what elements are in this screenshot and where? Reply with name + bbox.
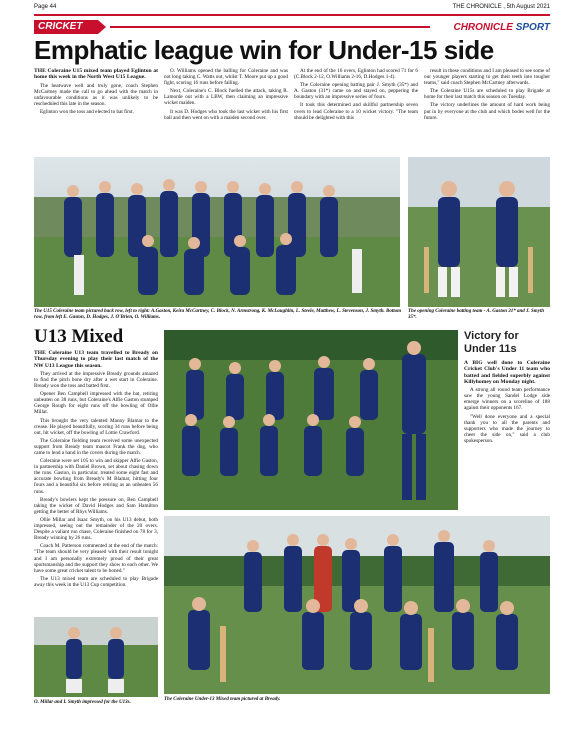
u13-pair-photo xyxy=(34,617,158,697)
section-tag: CRICKET xyxy=(34,20,98,34)
u13-para: Coleraine were set 105 to win and skipper Alfie Gaston, in partnership with Daniel Brown, set about chasing down the runs. Gaston, in particular, treated some eight fast and accurate bowling from Bready's M Blamar, hitting four fours and a beautiful six before retiring as an unbeaten 56 runs. xyxy=(34,458,158,495)
u15-para: The heatwave well and truly gone, coach Stephen McCartney made the call to go ahead with the match in unfavourable conditions as it was unlikely to be rescheduled this late in the season. xyxy=(34,82,158,107)
u11-para: "Well done everyone and a special thank you to all the parents and supporters who made the journey to cheer the side on," said a club spokesperson. xyxy=(464,413,550,444)
opening-pair-photo xyxy=(408,157,550,307)
u15-para: O. Williams opened the balling for Coleraine and was not long taking C. Watts out, whilst T. Moore put up a good fight, scoring 16 runs before falling. xyxy=(164,68,288,87)
u13-team-photo xyxy=(164,516,550,694)
u15-team-photo-image xyxy=(34,157,400,307)
page-headline: Emphatic league win for Under-15 side xyxy=(34,35,494,65)
header-rule xyxy=(34,14,550,16)
u15-para: It was D. Hodges who took the last wicket with his first ball and then went on with a maiden second over. xyxy=(164,108,288,121)
paper-date: THE CHRONICLE , 5th August 2021 xyxy=(452,4,550,10)
u13-para: They arrived at the impressive Bready grounds amazed to find the pitch bone dry after a wet start in Coleraine. Bready won the toss and batted first. xyxy=(34,370,158,390)
u11-para: A strong all round team performance saw the young Sandel Lodge side emerge winners on a scoreline of 188 against their opponents 167. xyxy=(464,387,550,412)
page-number: Page 44 xyxy=(34,4,57,10)
chronicle-sport-brand xyxy=(453,22,550,33)
u15-para: Eglinton won the toss and elected to bat first. xyxy=(40,108,134,115)
u15-para: At the end of the 16 overs, Eglinton had scored 71 for 6 (C.Block 2-12, O.Williams 2-16, D.Hodges 1-4). xyxy=(294,68,418,81)
opening-pair-image xyxy=(408,157,550,307)
u13-story xyxy=(34,350,158,614)
u13-para: The Coleraine fielding team received some unexpected support from Bready team mascot Frank the dog, who came to lend a hand in the covers during the match. xyxy=(34,437,158,457)
section-rule xyxy=(110,26,430,28)
u15-para: The Coleraine U15s are scheduled to play Brigade at home for their last match this season on Tuesday. xyxy=(424,88,550,101)
u15-para: The Coleraine opening batting pair J. Smyth (35*) and A. Gaston (31*) came on and stayed on, peppering the boundary with an impressive series of fours. xyxy=(294,82,418,101)
u11-story xyxy=(464,360,550,510)
u15-story-col4 xyxy=(424,68,550,154)
u15-lead: THE Coleraine U15 mixed team played Eglinton at home this week in the North West U15 League. xyxy=(34,68,158,81)
u13-para: Bready's bowlers kept the pressure on, Ben Campbell taking the wicket of David Hodges and Sam Hamilton getting the better of Rhys Williams. xyxy=(34,496,158,515)
u11-team-image xyxy=(164,330,458,510)
u13-pair-caption: O. Millar and I. Smyth impressed for the U13s. xyxy=(34,700,131,705)
u11-title xyxy=(464,330,554,356)
u13-para: Ollie Millar and Isaac Smyth, on his U13 debut, both impressed, seeing out the remainder of the 20 overs. Despite a valiant run chase, Coleraine finished on 78 for 3, Bready winning by 26 runs. xyxy=(34,516,158,542)
u11-title-line1: Victory for xyxy=(464,330,519,342)
opening-pair-caption: The opening Coleraine batting team - A. Gaston 31* and J. Smyth 35*. xyxy=(408,309,545,320)
u15-story-col2 xyxy=(164,68,288,154)
u13-para: Coach M. Patterson commented at the end of the match: "The team should be very pleased with their result tonight and I am personally extremely proud of their great sportsmanship and the support they show to each other. We have some great cricket talent to be honed." xyxy=(34,543,158,574)
u15-para: Next, Coleraine's C. Block fuelled the attack, taking R. Lamorde out with a LBW, then claiming an impressive wicket maiden. xyxy=(164,88,288,107)
u15-para: result in these conditions and I am pleased to see some of our younger players starting to get their teeth into tougher teams," said coach Stephen McCartney afterwards. xyxy=(424,68,550,87)
u15-team-photo xyxy=(34,157,400,307)
u11-lead: A BIG well done to Coleraine Cricket Club's Under 11 team who batted and fielded superbly against Killyhomey on Monday night. xyxy=(464,360,550,385)
brand-sport: SPORT xyxy=(515,22,550,33)
u13-lead: THE Coleraine U13 team travelled to Bready on Thursday evening to play their last match of the NW U13 League this season. xyxy=(34,350,158,369)
u15-story-col1 xyxy=(34,68,158,154)
u13-para: Opener Ben Campbell impressed with the bat, retiring unbeaten on 38 runs, but Coleraine's Alfie Gaston stumped George Rough for eight runs off the bowling of Ollie Millar. xyxy=(34,391,158,416)
u13-pair-image xyxy=(34,617,158,697)
u13-title: U13 Mixed xyxy=(34,326,124,347)
u15-story-col3 xyxy=(294,68,418,154)
u13-para: This brought the very talented Manny Blamar to the crease. He played beautifully, scoring 34 runs before being out, hit wicket, off the bowling of Lottie Crawford. xyxy=(34,417,158,436)
u11-team-photo xyxy=(164,330,458,510)
brand-main: CHRONICLE xyxy=(453,22,513,33)
u15-team-caption: The U15 Coleraine team pictured back row, left to right: A.Gaston, Keira McCartney, C. Block, N. Armstrong, K. McLaughlin, L. Steele, Matthew, L. Stevenson, J. Smyth. Bottom row, from left E. Gaston, D. Hodges, J. O'Brien, O. Williams. xyxy=(34,309,402,320)
u15-para: The victory underlines the amount of hard work being put in by everyone at the club and which bodes well for the future. xyxy=(424,102,550,121)
u13-team-caption: The Coleraine Under-13 Mixed team pictured at Bready. xyxy=(164,697,281,702)
u13-para: The U13 mixed team are scheduled to play Brigade away this week in the U13 Cup competition. xyxy=(34,575,158,588)
u15-para: It took this determined and skillful partnership seven overs to lead Coleraine to a 10 wicket victory. "The team should be delighted with this xyxy=(294,102,418,121)
u13-team-image xyxy=(164,516,550,694)
u11-title-line2: Under 11s xyxy=(464,343,517,355)
